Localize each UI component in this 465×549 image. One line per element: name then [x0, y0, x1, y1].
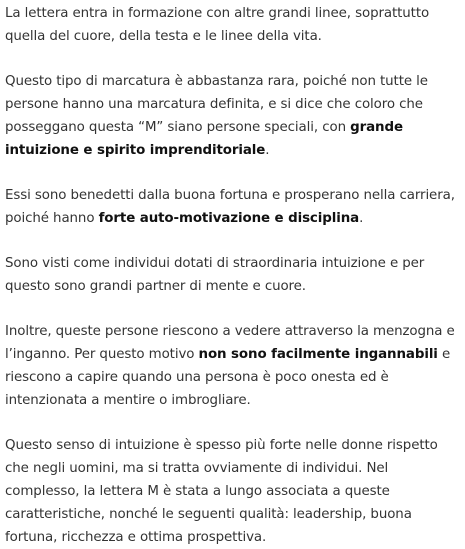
paragraph-text: . [359, 211, 364, 226]
paragraph-qualities: Questo senso di intuizione è spesso più forte nelle donne rispetto che negli uomini, ma si tratta ovviamente di individui. Nel complesso, la lettera M è stata a lungo associata a queste caratteristiche, nonché le seguenti qualità: leadership, buona fortuna, ricchezza e ottima prospettiva. [5, 438, 438, 545]
paragraph-text: Inoltre, queste persone riescono a vedere attraverso la menzogna e l’inganno. Per questo motivo [5, 324, 455, 362]
bold-emphasis: non sono facilmente ingannabili [198, 347, 438, 362]
paragraph-lines-intro: La lettera entra in formazione con altre grandi linee, soprattutto quella del cuore, della testa e le linee della vita. [5, 6, 430, 44]
paragraph-deception [5, 320, 460, 412]
bold-emphasis: forte auto-motivazione e disciplina [98, 211, 360, 226]
paragraph-intuition-partners: Sono visti come individui dotati di straordinaria intuizione e per questo sono grandi partner di mente e cuore. [5, 256, 425, 294]
paragraph-text: Essi sono benedetti dalla buona fortuna e prosperano nella carriera, poiché hanno [5, 188, 455, 226]
paragraph-marking-rarity [5, 70, 460, 162]
bold-emphasis: grande intuizione e spirito imprenditoriale [5, 120, 403, 158]
paragraph-text: . [265, 143, 270, 158]
paragraph-text: e riescono a capire quando una persona è poco onesta ed è intenzionata a mentire o imbrogliare. [5, 347, 451, 408]
paragraph-good-fortune [5, 184, 460, 230]
paragraph-text: Questo tipo di marcatura è abbastanza rara, poiché non tutte le persone hanno una marcatura definita, e si dice che coloro che posseggano questa “M” siano persone speciali, con [5, 74, 428, 135]
